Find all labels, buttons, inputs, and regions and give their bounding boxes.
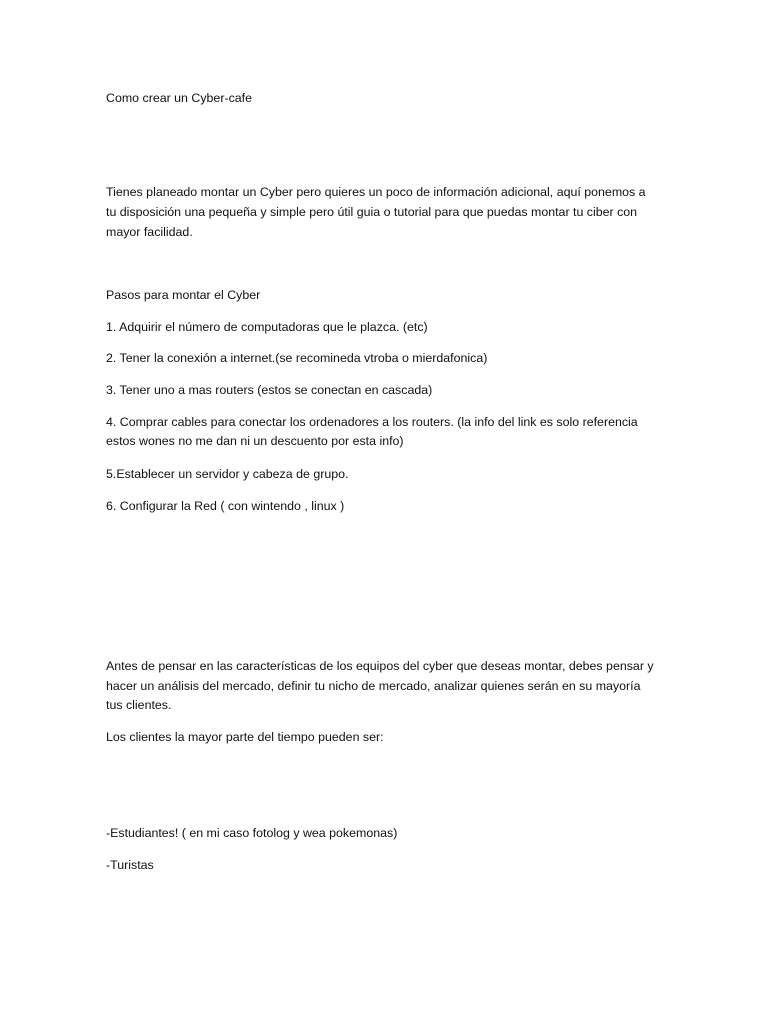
clients-heading: Los clientes la mayor parte del tiempo pueden ser:: [106, 730, 384, 744]
market-line-3: tus clientes.: [106, 698, 172, 712]
market-line-2: hacer un análisis del mercado, definir tu nicho de mercado, analizar quienes serán en su mayoría: [106, 679, 641, 693]
intro-line-2: tu disposición una pequeña y simple pero útil guia o tutorial para que puedas montar tu ciber con: [106, 205, 638, 219]
intro-line-3: mayor facilidad.: [106, 225, 193, 239]
step-5: 5.Establecer un servidor y cabeza de grupo.: [106, 467, 349, 481]
step-4-line-2: estos wones no me dan ni un descuento por esta info): [106, 434, 404, 448]
client-item-1: -Estudiantes! ( en mi caso fotolog y wea pokemonas): [106, 826, 398, 840]
document-title: Como crear un Cyber-cafe: [106, 91, 252, 105]
client-item-2: -Turistas: [106, 858, 154, 872]
market-line-1: Antes de pensar en las características de los equipos del cyber que deseas montar, debes pensar y: [106, 659, 654, 673]
step-4-line-1: 4. Comprar cables para conectar los ordenadores a los routers. (la info del link es solo referencia: [106, 415, 638, 429]
step-2: 2. Tener la conexión a internet.(se recomineda vtroba o mierdafonica): [106, 351, 488, 365]
step-6: 6. Configurar la Red ( con wintendo , linux ): [106, 499, 345, 513]
step-3: 3. Tener uno a mas routers (estos se conectan en cascada): [106, 383, 433, 397]
step-1: 1. Adquirir el número de computadoras que le plazca. (etc): [106, 320, 428, 334]
intro-line-1: Tienes planeado montar un Cyber pero quieres un poco de información adicional, aquí ponemos a: [106, 185, 646, 199]
steps-heading: Pasos para montar el Cyber: [106, 288, 261, 302]
